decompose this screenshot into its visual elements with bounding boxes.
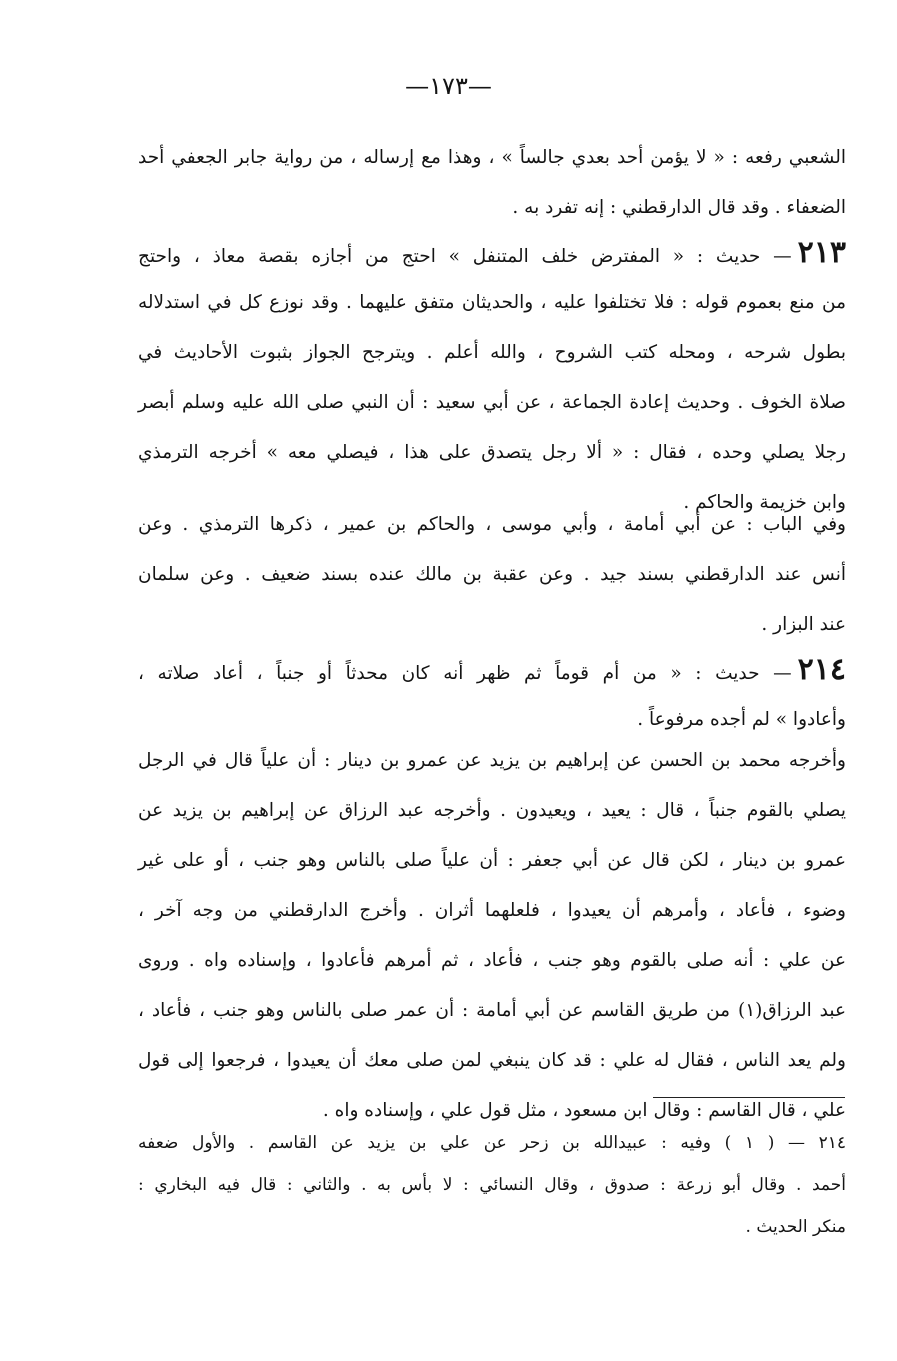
paragraph-shabi-narration <box>138 133 846 233</box>
text-line: ولم يعد الناس ، فقال له علي : قد كان ينبغي لمن صلى معك أن يعيدوا ، فرجعوا إلى قول <box>138 1050 846 1071</box>
paragraph-takhrij <box>138 736 846 1136</box>
footnote-divider <box>653 1097 845 1098</box>
text-line: من منع بعموم قوله : فلا تختلفوا عليه ، والحديثان متفق عليهما . وقد نوزع كل في استدلاله <box>138 292 846 313</box>
footnote <box>138 1122 846 1248</box>
text-line: بطول شرحه ، ومحله كتب الشروح ، والله أعلم . ويترجح الجواز بثبوت الأحاديث في <box>138 342 846 363</box>
text-line: وفي الباب : عن أبي أمامة ، وأبي موسى ، والحاكم بن عمير ، ذكرها الترمذي . وعن <box>138 514 846 535</box>
text-line: عند البزار . <box>761 614 846 635</box>
hadith-heading-text: — حديث : « من أم قوماً ثم ظهر أنه كان محدثاً أو جنباً ، أعاد صلاته ، <box>138 663 792 684</box>
text-line: أنس عند الدارقطني بسند جيد . وعن عقبة بن مالك عنده بسند ضعيف . وعن سلمان <box>138 564 846 585</box>
paragraph-in-the-chapter <box>138 500 846 650</box>
page-number: —١٧٣— <box>405 72 492 100</box>
text-line: الشعبي رفعه : « لا يؤمن أحد بعدي جالساً » ، وهذا مع إرساله ، من رواية جابر الجعفي أحد <box>138 147 846 168</box>
text-line: الضعفاء . وقد قال الدارقطني : إنه تفرد به . <box>512 197 846 218</box>
footnote-line: أحمد . وقال أبو زرعة : صدوق ، وقال النسائي : لا بأس به . والثاني : قال فيه البخاري : <box>138 1175 846 1195</box>
footnote-line: منكر الحديث . <box>745 1217 846 1237</box>
text-line: يصلي بالقوم جنباً ، قال : يعيد ، ويعيدون . وأخرجه عبد الرزاق عن إبراهيم بن يزيد عن <box>138 800 846 821</box>
hadith-214-section <box>138 645 846 745</box>
footnote-line: ٢١٤ — ( ١ ) وفيه : عبيدالله بن زحر عن علي بن يزيد عن القاسم . والأول ضعفه <box>138 1133 846 1153</box>
text-line: عمرو بن دينار ، لكن قال عن أبي جعفر : أن علياً صلى بالناس وهو جنب ، أو على غير <box>138 850 846 871</box>
text-line <box>138 645 846 695</box>
text-line: وأخرجه محمد بن الحسن عن إبراهيم بن يزيد عن عمرو بن دينار : أن علياً قال في الرجل <box>138 750 846 771</box>
text-line: وضوء ، فأعاد ، وأمرهم أن يعيدوا ، فلعلهما أثران . وأخرج الدارقطني من وجه آخر ، <box>138 900 846 921</box>
text-line: وابن خزيمة والحاكم . <box>683 492 846 513</box>
text-line: علي ، قال القاسم : وقال ابن مسعود ، مثل قول علي ، وإسناده واه . <box>322 1100 846 1121</box>
hadith-heading-text: — حديث : « المفترض خلف المتنفل » احتج من أجازه بقصة معاذ ، واحتج <box>138 246 792 267</box>
hadith-213-section <box>138 228 846 528</box>
text-line: عبد الرزاق(١) من طريق القاسم عن أبي أمامة : أن عمر صلى بالناس وهو جنب ، فأعاد ، <box>138 1000 847 1021</box>
text-line: رجلا يصلي وحده ، فقال : « ألا رجل يتصدق على هذا ، فيصلي معه » أخرجه الترمذي <box>138 442 846 463</box>
hadith-number: ٢١٣ <box>797 235 846 270</box>
hadith-number: ٢١٤ <box>797 652 846 687</box>
text-line: صلاة الخوف . وحديث إعادة الجماعة ، عن أبي سعيد : أن النبي صلى الله عليه وسلم أبصر <box>138 392 846 413</box>
text-line <box>138 228 846 278</box>
text-line: عن علي : أنه صلى بالقوم وهو جنب ، فأعاد ، ثم أمرهم فأعادوا ، وإسناده واه . وروى <box>138 950 846 971</box>
text-line: وأعادوا » لم أجده مرفوعاً . <box>637 709 846 730</box>
